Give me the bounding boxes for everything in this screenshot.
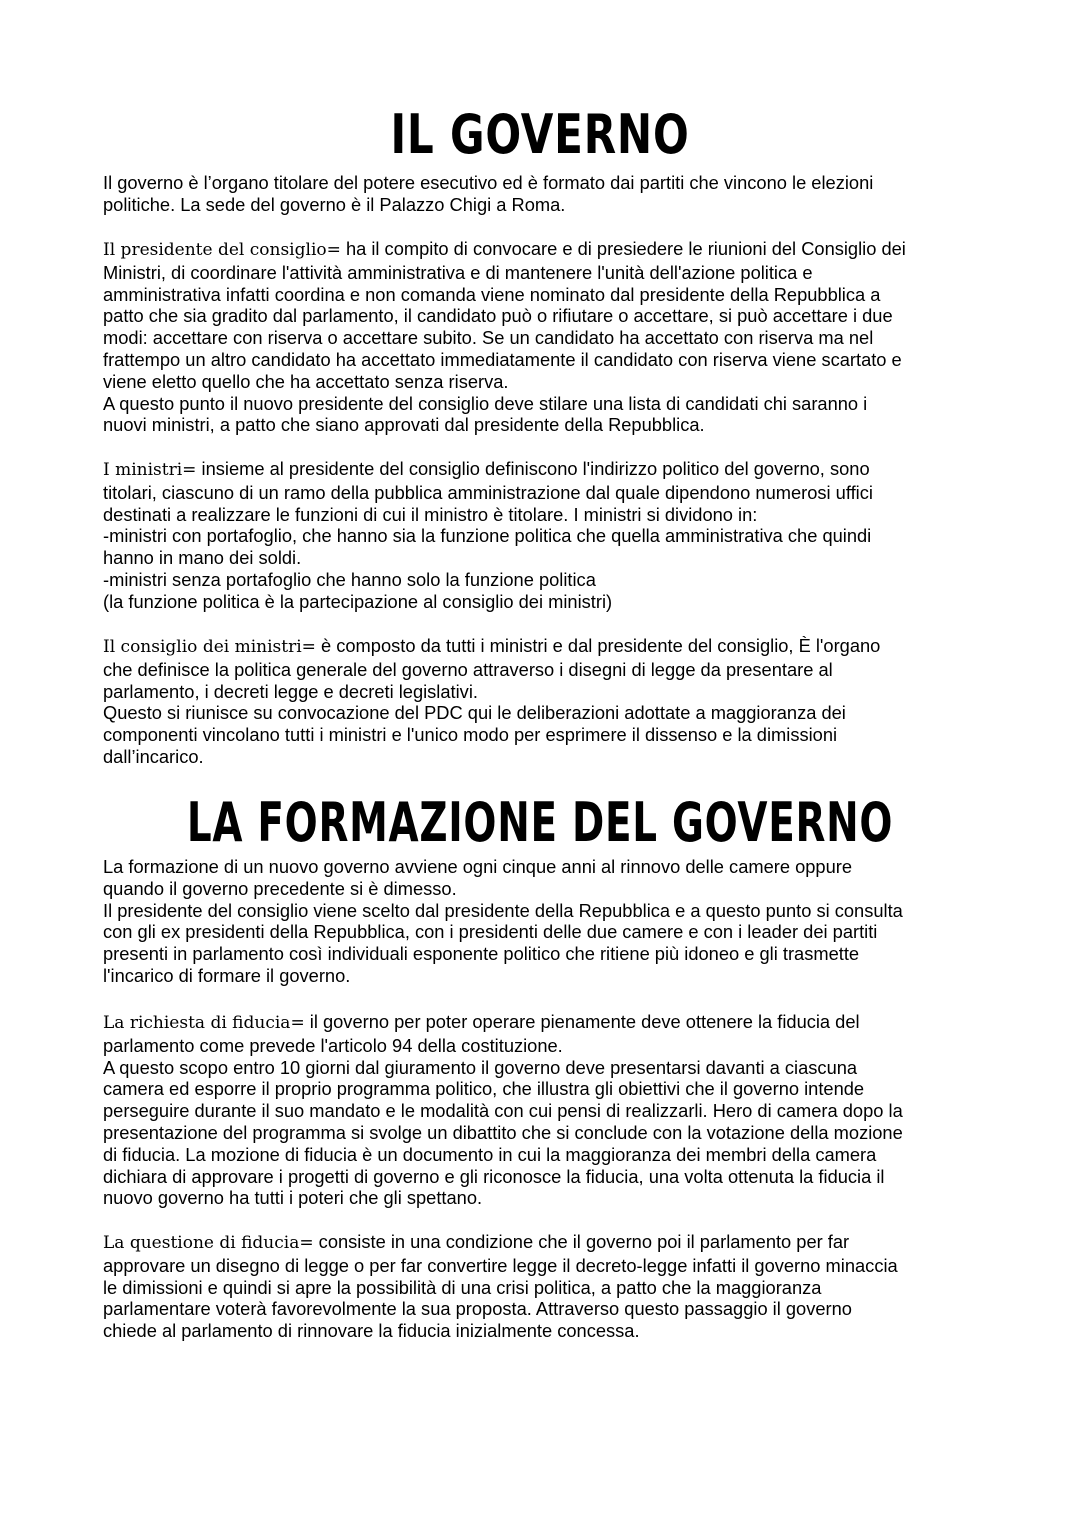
paragraph-questione-fiducia bbox=[103, 1231, 983, 1342]
text-line: frattempo un altro candidato ha accettato immediatamente il candidato con riserva viene scartato e bbox=[103, 348, 902, 370]
text-line: di fiducia. La mozione di fiducia è un documento in cui la maggioranza dei membri della camera bbox=[103, 1143, 877, 1165]
text-line bbox=[103, 458, 983, 482]
term-ministri: I ministri= bbox=[103, 460, 197, 480]
text-line: titolari, ciascuno di un ramo della pubblica amministrazione dal quale dipendono numerosi uffici bbox=[103, 481, 873, 503]
text-line: A questo scopo entro 10 giorni dal giuramento il governo deve presentarsi davanti a ciascuna bbox=[103, 1056, 858, 1078]
term-presidente-consiglio: Il presidente del consiglio= bbox=[103, 240, 341, 260]
text-line: componenti vincolano tutti i ministri e l'unico modo per esprimere il dissenso e la dimissioni bbox=[103, 724, 838, 746]
text-line: Il governo è l’organo titolare del potere esecutivo ed è formato dai partiti che vincono le elezioni bbox=[103, 172, 874, 193]
section-title-formazione-governo: LA FORMAZIONE DEL GOVERNO bbox=[186, 791, 894, 854]
text-fragment: consiste in una condizione che il governo poi il parlamento per far bbox=[313, 1231, 850, 1252]
term-richiesta-fiducia: La richiesta di fiducia= bbox=[103, 1013, 305, 1033]
text-line: approvare un disegno di legge o per far convertire legge il decreto-legge infatti il governo minaccia bbox=[103, 1254, 898, 1276]
text-line: chiede al parlamento di rinnovare la fiducia inizialmente concessa. bbox=[103, 1320, 640, 1342]
text-line: perseguire durante il suo mandato e le modalità con cui pensi di realizzarli. Hero di camera dopo la bbox=[103, 1100, 903, 1122]
paragraph-intro bbox=[103, 172, 983, 216]
text-line: A questo punto il nuovo presidente del consiglio deve stilare una lista di candidati chi saranno i bbox=[103, 392, 868, 414]
text-line: parlamento, i decreti legge e decreti legislativi. bbox=[103, 680, 478, 702]
text-line: quando il governo precedente si è dimesso. bbox=[103, 877, 457, 899]
text-line: nuovi ministri, a patto che siano approvati dal presidente della Repubblica. bbox=[103, 414, 705, 436]
text-line: camera ed esporre il proprio programma politico, che illustra gli obiettivi che il governo intende bbox=[103, 1078, 865, 1100]
text-line: -ministri senza portafoglio che hanno solo la funzione politica bbox=[103, 568, 596, 590]
text-line: destinati a realizzare le funzioni di cui il ministro è titolare. I ministri si dividono in: bbox=[103, 503, 758, 525]
text-line: La formazione di un nuovo governo avviene ogni cinque anni al rinnovo delle camere oppure bbox=[103, 856, 853, 877]
paragraph-richiesta-fiducia bbox=[103, 1011, 983, 1209]
text-line bbox=[103, 1011, 983, 1035]
text-line: parlamentare voterà favorevolmente la sua proposta. Attraverso questo passaggio il governo bbox=[103, 1298, 852, 1320]
text-line: patto che sia gradito dal parlamento, il candidato può o rifiutare o accettare, si può accettare i due bbox=[103, 305, 893, 327]
text-line: parlamento come prevede l'articolo 94 della costituzione. bbox=[103, 1034, 563, 1056]
text-line bbox=[103, 238, 983, 262]
paragraph-ministri bbox=[103, 458, 983, 613]
text-line: politiche. La sede del governo è il Palazzo Chigi a Roma. bbox=[103, 193, 566, 215]
term-consiglio-ministri: Il consiglio dei ministri= bbox=[103, 637, 316, 657]
text-line bbox=[103, 635, 983, 659]
text-fragment: il governo per poter operare pienamente deve ottenere la fiducia del bbox=[304, 1011, 860, 1032]
section-title-il-governo: IL GOVERNO bbox=[390, 103, 690, 166]
text-line: (la funzione politica è la partecipazione al consiglio dei ministri) bbox=[103, 590, 613, 612]
text-fragment: insieme al presidente del consiglio definiscono l'indirizzo politico del governo, sono bbox=[196, 458, 870, 479]
paragraph-formazione bbox=[103, 856, 983, 987]
text-line: dall’incarico. bbox=[103, 745, 204, 767]
text-fragment: è composto da tutti i ministri e dal presidente del consiglio, È l'organo bbox=[315, 635, 881, 656]
text-line: l'incarico di formare il governo. bbox=[103, 964, 351, 986]
text-line: che definisce la politica generale del governo attraverso i disegni di legge da presentare al bbox=[103, 658, 833, 680]
text-line: viene eletto quello che ha accettato senza riserva. bbox=[103, 370, 509, 392]
paragraph-presidente-consiglio bbox=[103, 238, 983, 436]
text-line: modi: accettare con riserva o accettare subito. Se un candidato ha accettato con riserva ma nel bbox=[103, 327, 874, 349]
paragraph-consiglio-ministri bbox=[103, 635, 983, 768]
text-line: Questo si riunisce su convocazione del PDC qui le deliberazioni adottate a maggioranza dei bbox=[103, 702, 846, 724]
text-line: presentazione del programma si svolge un dibattito che si conclude con la votazione della mozione bbox=[103, 1121, 903, 1143]
text-line: Ministri, di coordinare l'attività amministrativa e di mantenere l'unità dell'azione politica e bbox=[103, 261, 813, 283]
text-line: Il presidente del consiglio viene scelto dal presidente della Repubblica e a questo punto si consulta bbox=[103, 899, 903, 921]
text-line: -ministri con portafoglio, che hanno sia la funzione politica che quella amministrativa che quindi bbox=[103, 525, 872, 547]
text-line: dichiara di approvare i progetti di governo e gli riconosce la fiducia, una volta ottenuta la fiducia il bbox=[103, 1165, 885, 1187]
text-line: nuovo governo ha tutti i poteri che gli spettano. bbox=[103, 1187, 483, 1209]
text-line: hanno in mano dei soldi. bbox=[103, 547, 302, 569]
text-line: con gli ex presidenti della Repubblica, con i presidenti delle due camere e con i leader dei partiti bbox=[103, 921, 878, 943]
text-line: amministrativa infatti coordina e non comanda viene nominato dal presidente della Repubblica a bbox=[103, 283, 881, 305]
text-fragment: ha il compito di convocare e di presiedere le riunioni del Consiglio dei bbox=[340, 238, 906, 259]
text-line: presenti in parlamento così individuali esponente politico che ritiene più idoneo e gli trasmette bbox=[103, 943, 860, 965]
term-questione-fiducia: La questione di fiducia= bbox=[103, 1233, 314, 1253]
text-line: le dimissioni e quindi si apre la possibilità di una crisi politica, a patto che la maggioranza bbox=[103, 1276, 822, 1298]
text-line bbox=[103, 1231, 983, 1255]
